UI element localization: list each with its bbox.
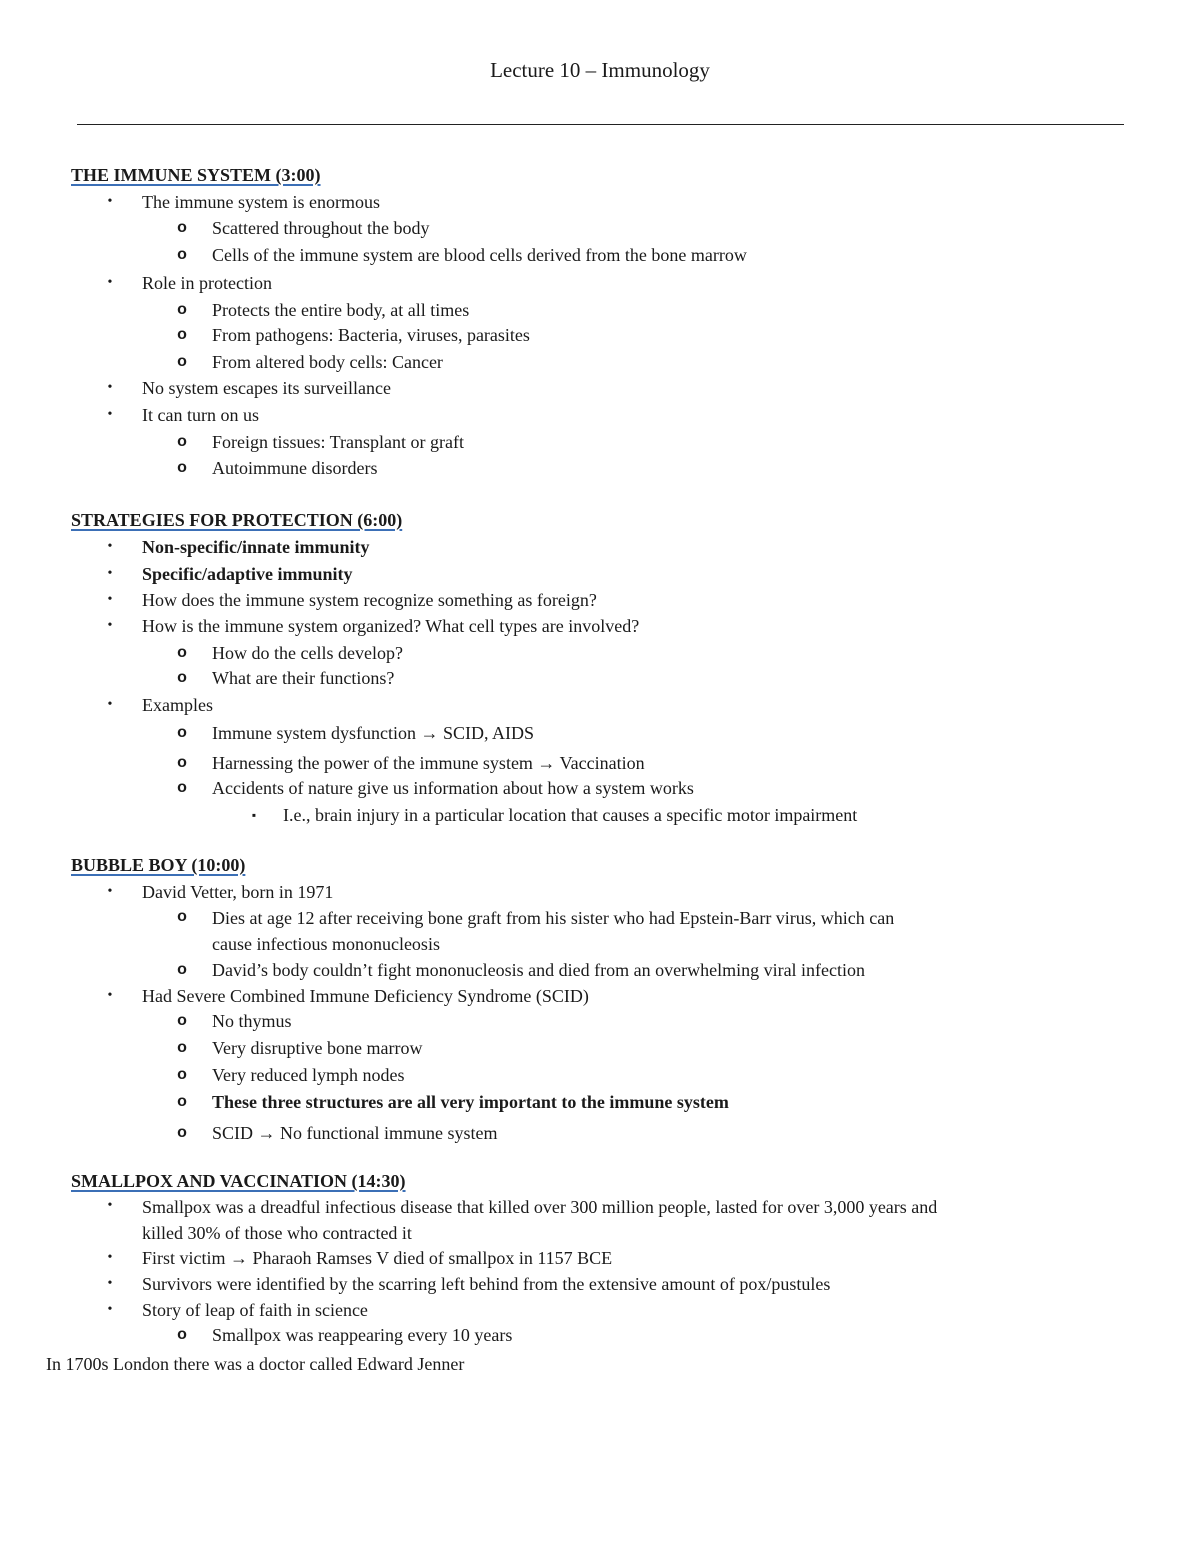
list-item-text: Smallpox was a dreadful infectious disease that killed over 300 million people, lasted for over 3,000 years and killed 30% of those who contracted it (142, 1197, 938, 1243)
sub-bullet-marker: o (177, 1039, 187, 1056)
title-divider (77, 124, 1124, 125)
sub-bullet-marker: o (177, 754, 187, 771)
list-item-text: Very reduced lymph nodes (212, 1065, 405, 1085)
bullet-marker: • (107, 697, 113, 712)
list-item-text: David Vetter, born in 1971 (142, 882, 334, 902)
bullet-marker: • (107, 380, 113, 395)
bullet-marker: • (107, 539, 113, 554)
list-item-text: Cells of the immune system are blood cells derived from the bone marrow (212, 245, 747, 265)
list-item-text: Autoimmune disorders (212, 458, 378, 478)
list-item-text: Protects the entire body, at all times (212, 300, 470, 320)
list-item-text: I.e., brain injury in a particular location that causes a specific motor impairment (283, 805, 858, 825)
list-item-text: David’s body couldn’t fight mononucleosis and died from an overwhelming viral infection (212, 960, 866, 980)
list-item-text: Scattered throughout the body (212, 218, 430, 238)
sub-bullet-marker: o (177, 301, 187, 318)
sub-bullet-marker: o (177, 1066, 187, 1083)
list-item-text: These three structures are all very important to the immune system (212, 1092, 729, 1112)
sub-bullet-marker: o (177, 326, 187, 343)
bullet-marker: • (107, 884, 113, 899)
sub-bullet-marker: o (177, 724, 187, 741)
list-item-text: Foreign tissues: Transplant or graft (212, 432, 464, 452)
bullet-marker: • (107, 1302, 113, 1317)
page-title: Lecture 10 – Immunology (490, 58, 710, 82)
section-heading: STRATEGIES FOR PROTECTION (6:00) (71, 510, 403, 530)
sub-bullet-marker: o (177, 1124, 187, 1141)
list-item-text: Harnessing the power of the immune system → Vaccination (212, 753, 645, 773)
sub-bullet-marker: o (177, 353, 187, 370)
list-item-text: No thymus (212, 1011, 292, 1031)
list-item-text: What are their functions? (212, 668, 395, 688)
list-item-text: Accidents of nature give us information about how a system works (212, 778, 694, 798)
list-item-text: How do the cells develop? (212, 643, 403, 663)
section-heading: THE IMMUNE SYSTEM (3:00) (71, 165, 321, 185)
section-heading: BUBBLE BOY (10:00) (71, 855, 246, 875)
bullet-marker: • (107, 194, 113, 209)
bullet-marker: • (107, 566, 113, 581)
list-item-text: The immune system is enormous (142, 192, 380, 212)
list-item-text: Specific/adaptive immunity (142, 564, 353, 584)
bullet-marker: • (107, 407, 113, 422)
sub-bullet-marker: o (177, 219, 187, 236)
bullet-marker: • (107, 988, 113, 1003)
sub-bullet-marker: o (177, 459, 187, 476)
list-item-text: Story of leap of faith in science (142, 1300, 368, 1320)
sub-bullet-marker: o (177, 1012, 187, 1029)
list-item-text-continued: killed 30% of those who contracted it (142, 1223, 412, 1243)
bullet-marker: • (107, 1198, 113, 1213)
bullet-marker: • (107, 1276, 113, 1291)
list-item-text: No system escapes its surveillance (142, 378, 391, 398)
list-item-text: First victim → Pharaoh Ramses V died of smallpox in 1157 BCE (142, 1248, 613, 1268)
list-item-text-continued: cause infectious mononucleosis (212, 934, 440, 954)
sub-bullet-marker: o (177, 1093, 187, 1110)
list-item-text: Non-specific/innate immunity (142, 537, 370, 557)
sub-bullet-marker: o (177, 246, 187, 263)
list-item-text: Examples (142, 695, 213, 715)
list-item-text: Had Severe Combined Immune Deficiency Syndrome (SCID) (142, 986, 589, 1006)
section-heading: SMALLPOX AND VACCINATION (14:30) (71, 1171, 406, 1191)
list-item-text: Immune system dysfunction → SCID, AIDS (212, 723, 534, 743)
sub-bullet-marker: o (177, 1326, 187, 1343)
sub-bullet-marker: o (177, 961, 187, 978)
list-item-text: From pathogens: Bacteria, viruses, parasites (212, 325, 530, 345)
bullet-marker: • (107, 1250, 113, 1265)
list-item-text: Role in protection (142, 273, 272, 293)
list-item-text: How is the immune system organized? What cell types are involved? (142, 616, 640, 636)
list-item-text: Survivors were identified by the scarring left behind from the extensive amount of pox/pustules (142, 1274, 831, 1294)
list-item-text: From altered body cells: Cancer (212, 352, 443, 372)
square-bullet-marker: ▪ (251, 808, 257, 822)
list-item-text: It can turn on us (142, 405, 259, 425)
list-item-text: How does the immune system recognize something as foreign? (142, 590, 597, 610)
sub-bullet-marker: o (177, 669, 187, 686)
bullet-marker: • (107, 618, 113, 633)
sub-bullet-marker: o (177, 644, 187, 661)
list-item-text: Dies at age 12 after receiving bone graft from his sister who had Epstein-Barr virus, which can cause infectious mononucleosis (212, 908, 895, 954)
bullet-marker: • (107, 275, 113, 290)
sub-bullet-marker: o (177, 908, 187, 925)
trailing-paragraph: In 1700s London there was a doctor called Edward Jenner (46, 1354, 465, 1374)
sub-bullet-marker: o (177, 779, 187, 796)
list-item-text: Very disruptive bone marrow (212, 1038, 423, 1058)
list-item-text: SCID → No functional immune system (212, 1123, 498, 1143)
bullet-marker: • (107, 592, 113, 607)
sub-bullet-marker: o (177, 433, 187, 450)
list-item-text: Smallpox was reappearing every 10 years (212, 1325, 513, 1345)
